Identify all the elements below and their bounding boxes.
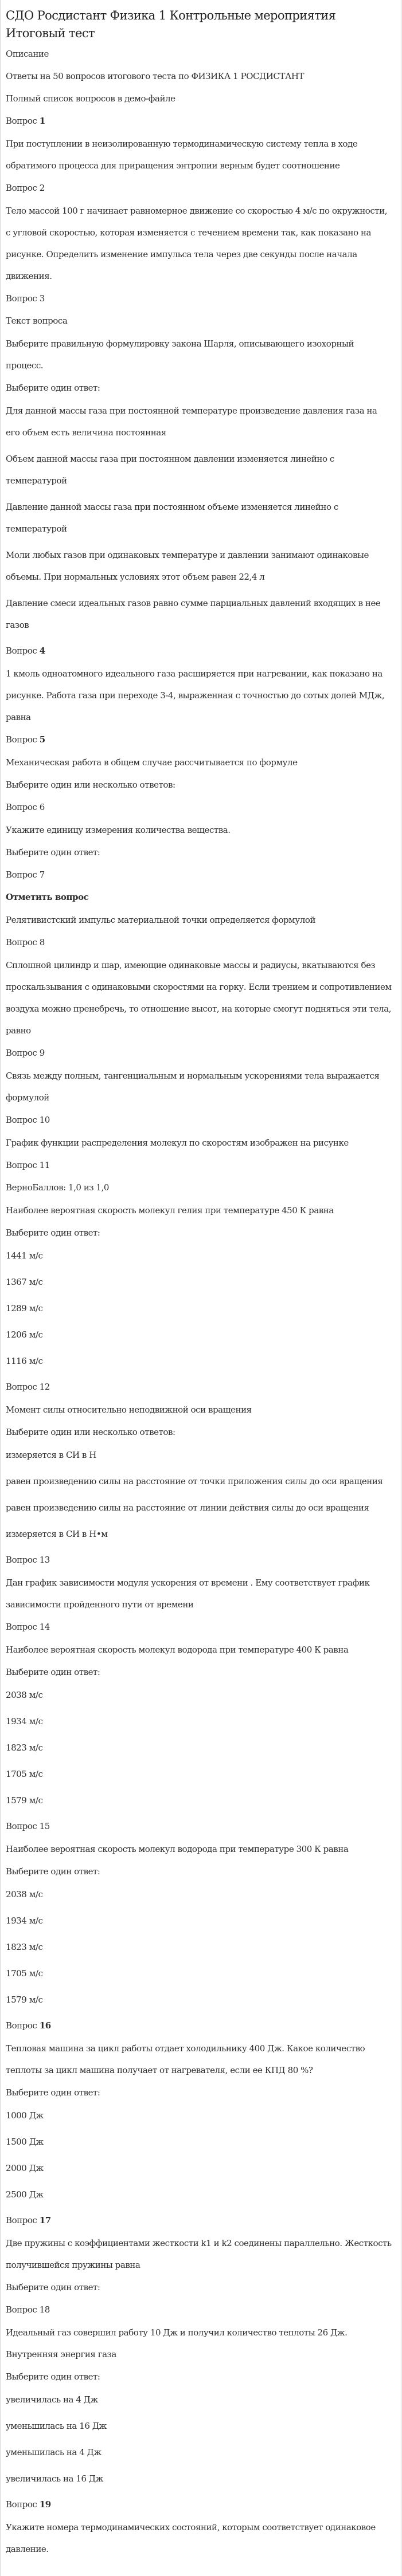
- question-text: Сплошной цилиндр и шар, имеющие одинаковые массы и радиусы, вкатываются без проскальзывания с одинаковыми скоростями на горку. Если трением и сопротивлением воздуха можно пренебречь, то отношение высот, на которые смогут подняться эти тела, равно: [6, 960, 392, 1036]
- question-word: Вопрос: [6, 183, 40, 193]
- question-word: Вопрос: [6, 1048, 40, 1058]
- question-number: [6, 2498, 393, 2512]
- question-number-value: 15: [39, 1821, 50, 1831]
- question-block: [6, 114, 393, 176]
- answer-option[interactable]: 1000 Дж: [6, 2110, 44, 2121]
- question-block: [6, 868, 393, 931]
- question-word: Вопрос: [6, 2304, 40, 2315]
- answer-prompt: Выберите один ответ:: [6, 1866, 100, 1877]
- answer-option[interactable]: увеличилась на 16 Дж: [6, 2473, 103, 2484]
- question-text: Укажите единицу измерения количества вещества.: [6, 825, 231, 835]
- question-text: Связь между полным, тангенциальным и нормальным ускорениями тела выражается формулой: [6, 1071, 380, 1103]
- question-word: Вопрос: [6, 2499, 40, 2510]
- answer-prompt: Выберите один ответ:: [6, 1667, 100, 1677]
- question-block: [6, 1158, 393, 1372]
- description-label: Описание: [6, 49, 49, 59]
- answer-option[interactable]: Давление данной массы газа при постоянном объеме изменяется линейно с температурой: [6, 502, 338, 534]
- question-number: [6, 2019, 393, 2033]
- answer-option[interactable]: уменьшилась на 16 Дж: [6, 2421, 107, 2431]
- question-block: [6, 733, 393, 792]
- question-number: [6, 935, 393, 950]
- question-block: [6, 1113, 393, 1154]
- question-text: Тело массой 100 г начинает равномерное движение со скоростью 4 м/с по окружности, с угловой скоростью, которая изменяется с течением времени так, как показано на рисунке. Определить изменение импульса тела через две секунды после начала движения.: [6, 206, 388, 281]
- answer-option[interactable]: Для данной массы газа при постоянной температуре произведение давления газа на его объем есть величина постоянная: [6, 406, 377, 438]
- question-number: [6, 1819, 393, 1834]
- question-number-value: 13: [39, 1555, 50, 1565]
- question-number: [6, 868, 393, 882]
- answer-prompt: Выберите один ответ:: [6, 2282, 100, 2292]
- question-block: [6, 800, 393, 860]
- question-block: [6, 1046, 393, 1108]
- question-number-value: 16: [39, 2020, 51, 2031]
- question-block: [6, 2498, 393, 2560]
- answer-option[interactable]: 1500 Дж: [6, 2137, 44, 2147]
- question-word: Вопрос: [6, 1115, 40, 1125]
- answer-option[interactable]: 1579 м/с: [6, 1995, 43, 2005]
- question-number-value: 12: [39, 1382, 50, 1392]
- answer-option[interactable]: 1823 м/с: [6, 1743, 43, 1753]
- answer-option[interactable]: Моли любых газов при одинаковых температуре и давлении занимают одинаковые объемы. При нормальных условиях этот объем равен 22,4 л: [6, 550, 369, 582]
- question-block: [6, 1819, 393, 2011]
- answer-option[interactable]: равен произведению силы на расстояние от точки приложения силы до оси вращения: [6, 1476, 383, 1486]
- question-text: Две пружины с коэффициентами жесткости k1 и k2 соединены параллельно. Жесткость получившейся пружины равна: [6, 2238, 392, 2270]
- question-number-value: 2: [39, 183, 45, 193]
- answer-option[interactable]: 1206 м/с: [6, 1330, 43, 1340]
- question-number: [6, 181, 393, 195]
- question-text: Наиболее вероятная скорость молекул гелия при температуре 450 К равна: [6, 1205, 334, 1216]
- answer-option[interactable]: равен произведению силы на расстояние от линии действия силы до оси вращения: [6, 1503, 369, 1513]
- questions-list: [6, 114, 393, 2560]
- answer-option[interactable]: измеряется в СИ в Н: [6, 1450, 96, 1460]
- question-number-value: 1: [39, 116, 45, 126]
- question-text: Релятивистский импульс материальной точки определяется формулой: [6, 915, 315, 925]
- question-number: [6, 2303, 393, 2317]
- question-block: [6, 1380, 393, 1545]
- question-word: Вопрос: [6, 802, 40, 812]
- question-text: Механическая работа в общем случае рассчитывается по формуле: [6, 757, 298, 768]
- question-block: [6, 1553, 393, 1615]
- question-block: [6, 2303, 393, 2490]
- answer-option[interactable]: 2038 м/с: [6, 1690, 43, 1700]
- question-number: [6, 114, 393, 128]
- answer-option[interactable]: измеряется в СИ в Н•м: [6, 1529, 108, 1539]
- question-number: [6, 1046, 393, 1060]
- question-text: Наиболее вероятная скорость молекул водорода при температуре 400 К равна: [6, 1645, 349, 1655]
- answer-prompt: Выберите один или несколько ответов:: [6, 1427, 175, 1437]
- question-number: [6, 1553, 393, 1567]
- question-block: [6, 2019, 393, 2205]
- question-word: Вопрос: [6, 2020, 40, 2031]
- answer-option[interactable]: Объем данной массы газа при постоянном давлении изменяется линейно с температурой: [6, 454, 334, 486]
- answer-prompt: Выберите один ответ:: [6, 383, 100, 393]
- answer-prompt: Выберите один ответ:: [6, 2087, 100, 2098]
- answer-option[interactable]: Давление смеси идеальных газов равно сумме парциальных давлений входящих в нее газов: [6, 598, 381, 630]
- question-word: Вопрос: [6, 1821, 40, 1831]
- question-number: [6, 644, 393, 658]
- question-number: [6, 1158, 393, 1173]
- description-line: Полный список вопросов в демо-файле: [6, 93, 175, 104]
- answer-option[interactable]: 1705 м/с: [6, 1968, 43, 1979]
- answer-option[interactable]: 1823 м/с: [6, 1942, 43, 1952]
- question-number: [6, 292, 393, 306]
- question-number: [6, 1380, 393, 1394]
- question-text: Выберите правильную формулировку закона Шарля, описывающего изохорный процесс.: [6, 339, 354, 371]
- question-block: [6, 2213, 393, 2295]
- answer-option[interactable]: 1579 м/с: [6, 1795, 43, 1806]
- answer-option[interactable]: 1934 м/с: [6, 1916, 43, 1926]
- question-text: Тепловая машина за цикл работы отдает холодильнику 400 Дж. Какое количество теплоты за цикл машина получает от нагревателя, если ее КПД 80 %?: [6, 2043, 365, 2075]
- question-number: [6, 2213, 393, 2228]
- question-number: [6, 1113, 393, 1127]
- question-block: [6, 181, 393, 287]
- answer-option[interactable]: 2000 Дж: [6, 2163, 44, 2173]
- question-text: Момент силы относительно неподвижной оси вращения: [6, 1405, 252, 1415]
- answer-option[interactable]: увеличилась на 4 Дж: [6, 2394, 98, 2405]
- answer-option[interactable]: 1934 м/с: [6, 1716, 43, 1726]
- answer-option[interactable]: 1289 м/с: [6, 1303, 43, 1313]
- question-number-value: 18: [39, 2304, 50, 2315]
- question-meta: Текст вопроса: [6, 316, 68, 326]
- question-number-value: 17: [39, 2215, 51, 2225]
- answer-option[interactable]: уменьшилась на 4 Дж: [6, 2447, 102, 2457]
- question-number-value: 10: [39, 1115, 50, 1125]
- question-word: Вопрос: [6, 1555, 40, 1565]
- question-text: 1 кмоль одноатомного идеального газа расширяется при нагревании, как показано на рисунке. Работа газа при переходе 3-4, выраженная с точностью до сотых долей МДж, равна: [6, 668, 385, 722]
- question-text: Укажите номера термодинамических состояний, которым соответствует одинаковое давление.: [6, 2522, 376, 2554]
- question-word: Вопрос: [6, 116, 40, 126]
- answer-prompt: Выберите один ответ:: [6, 847, 100, 858]
- question-number-value: 14: [39, 1622, 50, 1632]
- question-word: Вопрос: [6, 646, 40, 656]
- question-text: Дан график зависимости модуля ускорения от времени . Ему соответствует график зависимости пройденного пути от времени: [6, 1578, 370, 1610]
- description-line: Ответы на 50 вопросов итогового теста по ФИЗИКА 1 РОСДИСТАНТ: [6, 71, 305, 81]
- question-number-value: 5: [39, 734, 45, 745]
- question-number-value: 4: [39, 646, 45, 656]
- question-block: [6, 935, 393, 1041]
- question-word: Вопрос: [6, 1382, 40, 1392]
- answer-option[interactable]: 1367 м/с: [6, 1277, 43, 1287]
- question-meta: ВерноБаллов: 1,0 из 1,0: [6, 1182, 109, 1193]
- answer-prompt: Выберите один ответ:: [6, 1228, 100, 1238]
- question-block: [6, 644, 393, 728]
- question-number-value: 9: [39, 1048, 45, 1058]
- question-word: Вопрос: [6, 734, 40, 745]
- question-word: Вопрос: [6, 1622, 40, 1632]
- answer-option[interactable]: 1116 м/с: [6, 1356, 43, 1366]
- question-text: Наиболее вероятная скорость молекул водорода при температуре 300 К равна: [6, 1844, 349, 1854]
- question-number: [6, 1620, 393, 1634]
- answer-prompt: Выберите один ответ:: [6, 2372, 100, 2382]
- answer-option[interactable]: 2500 Дж: [6, 2189, 44, 2200]
- question-number: [6, 800, 393, 815]
- answer-prompt: Выберите один или несколько ответов:: [6, 780, 175, 790]
- question-word: Вопрос: [6, 293, 40, 304]
- question-number-value: 11: [39, 1160, 50, 1170]
- question-number-value: 8: [39, 937, 45, 947]
- flag-question-link[interactable]: Отметить вопрос: [6, 892, 89, 902]
- question-number-value: 19: [39, 2499, 51, 2510]
- question-block: [6, 292, 393, 636]
- question-word: Вопрос: [6, 870, 40, 880]
- question-word: Вопрос: [6, 1160, 40, 1170]
- page-title: СДО Росдистант Физика 1 Контрольные мероприятия Итоговый тест: [6, 9, 336, 40]
- answer-option[interactable]: 1705 м/с: [6, 1769, 43, 1779]
- question-text: График функции распределения молекул по скоростям изображен на рисунке: [6, 1138, 349, 1148]
- answer-option[interactable]: 1441 м/с: [6, 1250, 43, 1261]
- question-number-value: 6: [39, 802, 45, 812]
- question-number-value: 3: [39, 293, 45, 304]
- question-word: Вопрос: [6, 937, 40, 947]
- question-number-value: 7: [39, 870, 45, 880]
- question-text: При поступлении в неизолированную термодинамическую систему тепла в ходе обратимого процесса для приращения энтропии верным будет соотношение: [6, 139, 358, 171]
- question-word: Вопрос: [6, 2215, 40, 2225]
- question-number: [6, 733, 393, 747]
- question-block: [6, 1620, 393, 1811]
- answer-option[interactable]: 2038 м/с: [6, 1889, 43, 1899]
- question-text: Идеальный газ совершил работу 10 Дж и получил количество теплоты 26 Дж. Внутренняя энергия газа: [6, 2327, 348, 2359]
